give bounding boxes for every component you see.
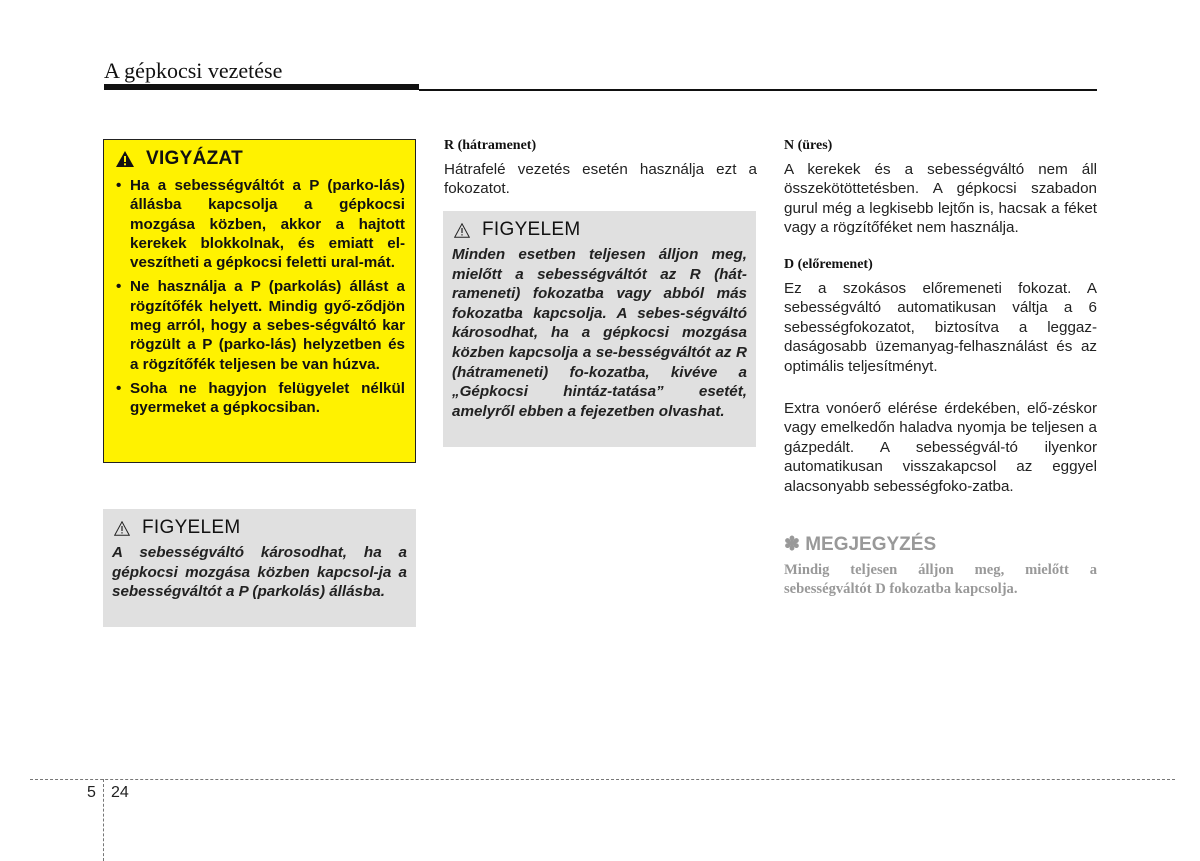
section-d-text-2: Extra vonóerő elérése érdekében, elő-zéskor vagy emelkedőn haladva nyomja be teljesen a gázpedált. A sebességvál-tó ilyenkor automatikusan visszakapcsol az eggyel alacsonyabb sebességfoko-zatba.	[784, 400, 1097, 495]
section-n-heading: N (üres)	[784, 138, 833, 153]
section-d-heading: D (előremenet)	[784, 257, 873, 272]
caution-box-title: FIGYELEM	[482, 219, 581, 240]
section-d-text: Ez a szokásos előremeneti fokozat. A sebességváltó automatikusan váltja a 6 sebességfokozatot, biztosítva a leggaz-daságosabb üzemanyag-felhasználást és az optimális teljesítményt.	[784, 280, 1097, 375]
footer-rule	[30, 779, 1175, 780]
caution-box-park	[103, 509, 416, 627]
warning-item: • Ha a sebességváltót a P (parko-lás) állásba kapcsolja a gépkocsi mozgása közben, akkor a hajtott kerekek blokkolnak, és emiatt el-veszítheti a gépkocsi feletti ural-mát.	[114, 176, 405, 272]
page-number: 24	[111, 784, 129, 801]
header-rule-thin	[419, 89, 1097, 91]
footer-vertical-rule	[103, 779, 104, 861]
warning-box-title: VIGYÁZAT	[146, 148, 244, 169]
section-number: 5	[87, 784, 96, 801]
caution-box-header	[114, 517, 407, 539]
warning-list	[114, 176, 405, 418]
section-r-heading: R (hátramenet)	[444, 138, 537, 153]
caution-box-reverse	[443, 211, 756, 447]
warning-box	[103, 139, 416, 463]
caution-triangle-icon	[454, 223, 470, 238]
section-r-text: Hátrafelé vezetés esetén használja ezt a fokozatot.	[444, 161, 757, 198]
warning-triangle-icon	[116, 151, 134, 167]
caution-box-header	[454, 219, 747, 241]
caution-box-text: A sebességváltó károsodhat, ha a gépkocsi mozgása közben kapcsol-ja a sebességváltót a P (parkolás) állásba.	[112, 544, 407, 601]
warning-item: • Ne használja a P (parkolás) állást a rögzítőfék helyett. Mindig győ-ződjön meg arról, hogy a sebes-ségváltó kar rögzült a P (parko-lás) helyzetben és a rögzítőfék teljesen be van húzva.	[114, 277, 405, 373]
header-rule-thick	[104, 84, 419, 90]
warning-box-header	[116, 148, 405, 170]
caution-box-text: Minden esetben teljesen álljon meg, mielőtt a sebességváltót az R (hát-rameneti) fokozatba vagy abból más fokozatba kapcsolja. A sebes-ségváltó károsodhat, ha a gépkocsi mozgása közben kapcsolja a se-bességváltót az R (hátrameneti) fo-kozatba, kivéve a „Gépkocsi hintáz-tatása” esetét, amelyről ebben a fejezetben olvashat.	[452, 246, 747, 420]
page-header-title: A gépkocsi vezetése	[104, 58, 283, 83]
caution-triangle-icon	[114, 521, 130, 536]
warning-item: • Soha ne hagyjon felügyelet nélkül gyermeket a gépkocsiban.	[114, 379, 405, 418]
note-title: ✽ MEGJEGYZÉS	[784, 534, 937, 555]
caution-box-title: FIGYELEM	[142, 517, 241, 538]
section-n-text: A kerekek és a sebességváltó nem áll összekötöttetésben. A gépkocsi szabadon gurul még a legkisebb lejtőn is, hacsak a féket vagy a rögzítőféket nem használja.	[784, 161, 1097, 237]
note-text: Mindig teljesen álljon meg, mielőtt a sebességváltót D fokozatba kapcsolja.	[784, 562, 1097, 598]
